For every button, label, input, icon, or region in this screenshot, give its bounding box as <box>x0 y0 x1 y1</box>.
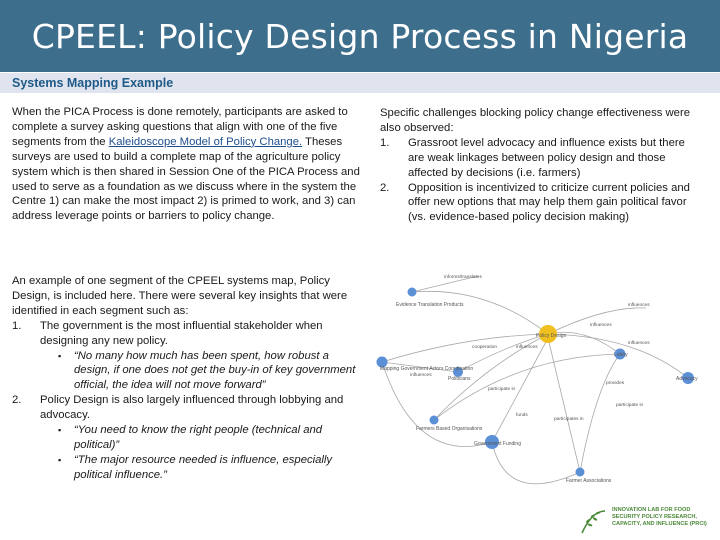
challenge-text: Opposition is incentivized to criticize current policies and offer new options that may help them gain political favor (vs. evidence-based policy decision making) <box>408 181 690 224</box>
quote-text: “No many how much has been spent, how robust a design, if one does not get the buy-in of key government official, the idea will not move forward” <box>74 349 356 392</box>
challenges-section <box>380 106 700 225</box>
insight-item <box>12 319 364 394</box>
edge-label: cooperation <box>472 345 498 350</box>
quote-text: “You need to know the right people (technical and political)” <box>74 424 323 451</box>
challenges-intro: Specific challenges blocking policy change effectiveness were also observed: <box>380 107 691 134</box>
insight-number: 2. <box>12 394 22 407</box>
map-nodes <box>377 288 695 477</box>
map-edge <box>412 291 548 334</box>
map-edge <box>434 354 620 420</box>
bullet-icon: ▪ <box>58 350 62 361</box>
logo-text: INNOVATION LAB FOR FOOD SECURITY POLICY RESEARCH, CAPACITY, AND INFLUENCE (PRCI) <box>612 507 707 527</box>
insight-number: 1. <box>12 319 22 332</box>
challenge-text: Grassroot level advocacy and influence exists but there are weak linkages between policy design and those affected by decisions (i.e. farmers) <box>408 136 685 179</box>
node-label: Lobby <box>614 352 628 358</box>
edge-label: participates in <box>554 417 584 422</box>
node-label: Farmers Based Organisations <box>416 426 483 432</box>
map-edge-labels <box>410 274 650 422</box>
quote-item <box>40 349 364 394</box>
edge-label: participate in <box>616 403 644 408</box>
challenge-number: 2. <box>380 181 390 194</box>
intro-text-after: Theses surveys are used to build a complete map of the agriculture policy system which is then shared in Session One of the PICA Process and used to serve as a foundation as we discuss where in the system the Centre 1) can make the most impact 2) is primed to work, and 3) can address leverage points or barriers to policy change. <box>12 135 360 223</box>
node-label: Evidence Translation Products <box>396 302 464 308</box>
challenge-list <box>380 136 700 225</box>
quote-list <box>40 423 364 483</box>
map-edge <box>548 308 646 334</box>
kaleidoscope-model-link[interactable]: Kaleidoscope Model of Policy Change. <box>108 135 303 148</box>
challenge-item <box>380 136 700 181</box>
wheat-icon <box>578 507 608 537</box>
insight-text: The government is the most influential stakeholder when designing any new policy. <box>40 319 323 347</box>
challenge-item <box>380 181 700 226</box>
edge-label: influences <box>628 303 650 308</box>
insight-item <box>12 393 364 482</box>
quote-item <box>40 453 364 483</box>
example-section <box>12 274 364 483</box>
intro-text-before: When the PICA Process is done remotely, participants are asked to complete a survey asking questions that align with one of the five segments from the <box>12 106 348 148</box>
edge-label: influences <box>628 341 650 346</box>
map-node <box>408 288 417 297</box>
insight-text: Policy Design is also largely influenced through lobbying and advocacy. <box>40 394 344 422</box>
map-edge <box>382 362 492 447</box>
systems-map-diagram <box>376 266 710 506</box>
map-node <box>430 416 439 425</box>
map-node <box>576 468 585 477</box>
bullet-icon: ▪ <box>58 425 62 436</box>
edge-label: influences <box>590 323 612 328</box>
intro-paragraph <box>12 105 362 224</box>
node-label: Mapping Government Actors Coordination <box>380 366 474 372</box>
slide-title: CPEEL: Policy Design Process in Nigeria <box>0 0 720 72</box>
edge-label: influences <box>410 373 432 378</box>
example-intro: An example of one segment of the CPEEL systems map, Policy Design, is included here. There were several key insights that were identified in each segment such as: <box>12 275 348 317</box>
node-label: Politicians <box>448 376 471 382</box>
edge-label: funds <box>516 413 528 418</box>
node-label: Farmer Associations <box>566 478 612 484</box>
section-subtitle: Systems Mapping Example <box>0 73 720 93</box>
edge-label: informs/translates <box>444 275 482 280</box>
edge-label: influences <box>516 345 538 350</box>
prci-logo <box>578 505 718 539</box>
insight-list <box>12 319 364 483</box>
node-label: Government Funding <box>474 441 521 447</box>
quote-item <box>40 423 364 453</box>
challenge-number: 1. <box>380 136 390 149</box>
bullet-icon: ▪ <box>58 454 62 465</box>
node-label: Policy Design <box>536 333 567 339</box>
node-label: Advocacy <box>676 376 698 382</box>
quote-text: “The major resource needed is influence, especially political influence.” <box>74 453 333 481</box>
map-edge <box>580 354 620 472</box>
edge-label: participate in <box>488 387 516 392</box>
edge-label: provides <box>606 381 625 386</box>
map-node-labels <box>380 302 698 484</box>
quote-list <box>40 349 364 394</box>
